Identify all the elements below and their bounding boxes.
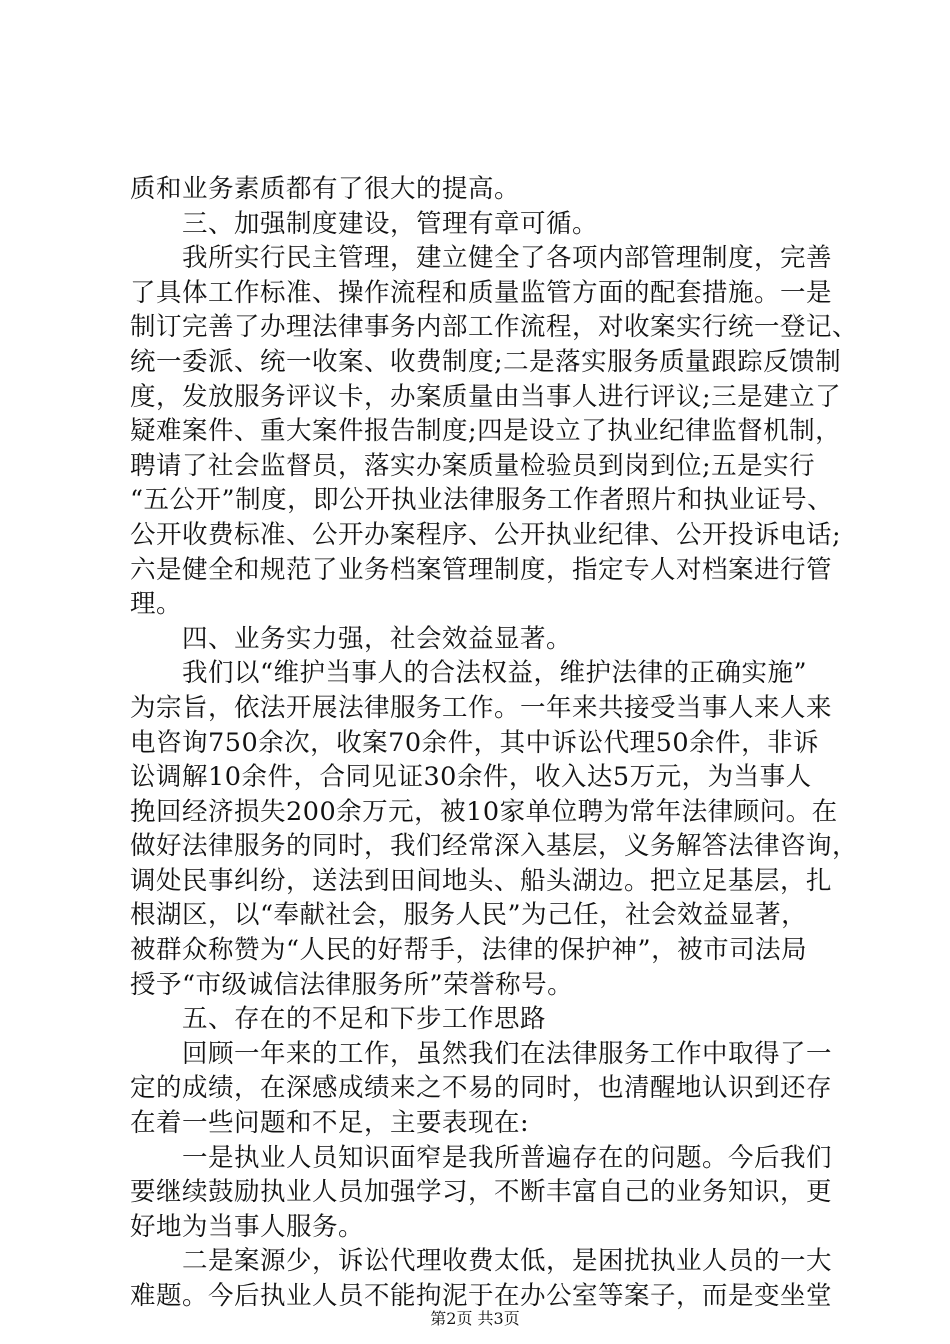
text-line: 六是健全和规范了业务档案管理制度，指定专人对档案进行管: [130, 554, 833, 585]
text-line: 度，发放服务评议卡，办案质量由当事人进行评议;三是建立了: [130, 381, 842, 412]
text-line: “五公开”制度，即公开执业法律服务工作者照片和执业证号、: [130, 485, 834, 516]
text-line: 电咨询750余次，收案70余件，其中诉讼代理50余件，非诉: [130, 727, 820, 758]
text-line: 我们以“维护当事人的合法权益，维护法律的正确实施”: [182, 658, 808, 689]
text-line: 一是执业人员知识面窄是我所普遍存在的问题。今后我们: [182, 1142, 833, 1173]
text-line: 我所实行民主管理，建立健全了各项内部管理制度，完善: [182, 243, 833, 274]
text-line: 四、业务实力强，社会效益显著。: [182, 623, 573, 654]
text-line: 五、存在的不足和下步工作思路: [182, 1004, 547, 1035]
text-line: 疑难案件、重大案件报告制度;四是设立了执业纪律监督机制，: [130, 416, 842, 447]
text-line: 被群众称赞为“人民的好帮手，法律的保护神”，被市司法局: [130, 935, 808, 966]
text-line: 讼调解10余件，合同见证30余件，收入达5万元，为当事人: [130, 762, 812, 793]
text-line: 制订完善了办理法律事务内部工作流程，对收案实行统一登记、: [130, 312, 859, 343]
text-line: 在着一些问题和不足，主要表现在:: [130, 1108, 530, 1139]
text-line: 根湖区，以“奉献社会，服务人民”为己任，社会效益显著，: [130, 900, 808, 931]
text-line: 了具体工作标准、操作流程和质量监管方面的配套措施。一是: [130, 277, 833, 308]
document-body: [130, 172, 859, 1314]
text-line: 聘请了社会监督员，落实办案质量检验员到岗到位;五是实行: [130, 450, 816, 481]
text-line: 难题。今后执业人员不能拘泥于在办公室等案子，而是变坐堂: [130, 1281, 833, 1311]
text-line: 定的成绩，在深感成绩来之不易的同时，也清醒地认识到还存: [130, 1073, 833, 1104]
text-line: 做好法律服务的同时，我们经常深入基层，义务解答法律咨询，: [130, 831, 859, 862]
text-line: 挽回经济损失200余万元，被10家单位聘为常年法律顾问。在: [130, 796, 838, 827]
text-line: 三、加强制度建设，管理有章可循。: [182, 208, 599, 239]
text-line: 调处民事纠纷，送法到田间地头、船头湖边。把立足基层，扎: [130, 865, 833, 896]
text-line: 理。: [130, 589, 183, 620]
text-line: 授予“市级诚信法律服务所”荣誉称号。: [130, 969, 574, 1000]
text-line: 质和业务素质都有了很大的提高。: [130, 174, 521, 204]
text-line: 公开收费标准、公开办案程序、公开执业纪律、公开投诉电话;: [130, 519, 842, 550]
text-line: 统一委派、统一收案、收费制度;二是落实服务质量跟踪反馈制: [130, 346, 842, 377]
text-line: 回顾一年来的工作，虽然我们在法律服务工作中取得了一: [182, 1038, 833, 1069]
page-footer: 第2页 共3页: [430, 1309, 520, 1328]
text-line: 好地为当事人服务。: [130, 1211, 365, 1242]
text-line: 二是案源少，诉讼代理收费太低，是困扰执业人员的一大: [182, 1246, 833, 1277]
text-line: 要继续鼓励执业人员加强学习，不断丰富自己的业务知识，更: [130, 1177, 833, 1208]
text-line: 为宗旨，依法开展法律服务工作。一年来共接受当事人来人来: [130, 692, 833, 723]
